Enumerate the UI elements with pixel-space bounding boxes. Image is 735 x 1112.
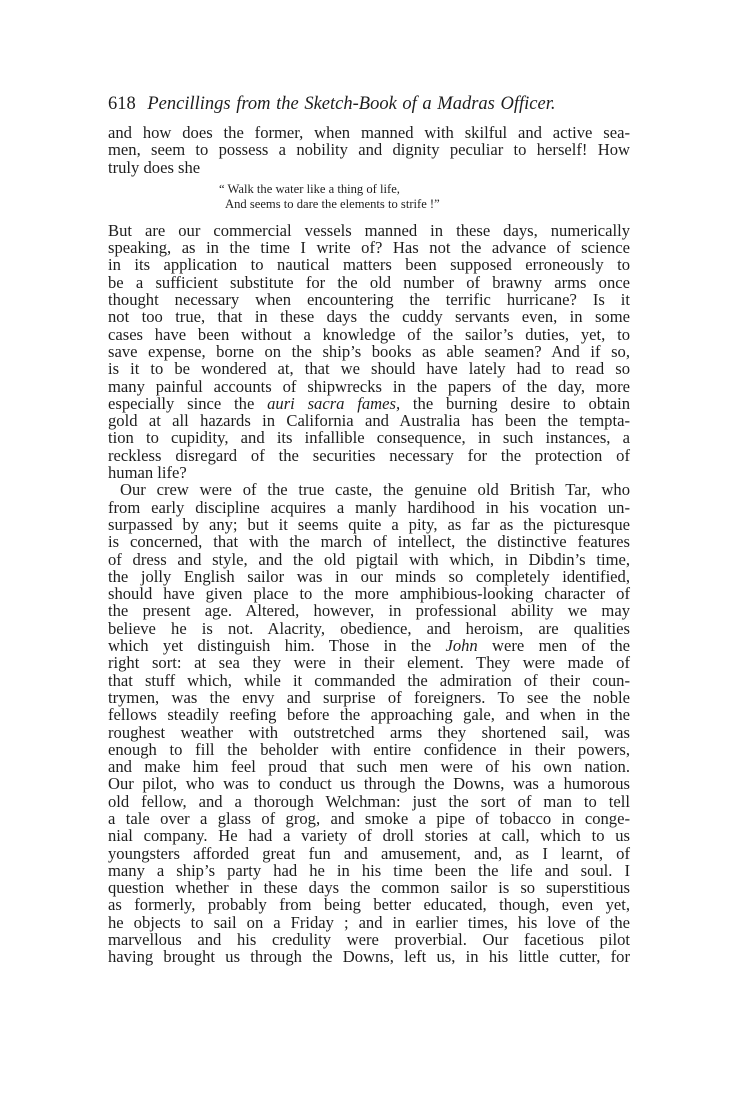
text-line: gold at all hazards in California and Australia has been the tempta- <box>108 411 630 431</box>
text-line: Our pilot, who was to conduct us through the Downs, was a humorous <box>108 774 630 794</box>
italic-phrase: auri sacra fames, <box>267 393 401 413</box>
text-fragment: which yet distinguish him. Those in the <box>108 636 446 656</box>
text-line: many a ship’s party had he in his time been the life and soul. I <box>108 860 630 880</box>
text-line: tion to cupidity, and its infallible consequence, in such instances, a <box>108 428 630 448</box>
text-line: thought necessary when encountering the terrific hurricane? Is it <box>108 290 630 310</box>
text-line <box>108 637 630 654</box>
text-line: as formerly, probably from being better educated, though, even yet, <box>108 895 630 915</box>
text-line: question whether in these days the common sailor is so superstitious <box>108 878 630 898</box>
text-line: and make him feel proud that such men were of his own nation. <box>108 757 630 777</box>
italic-phrase: John <box>445 636 478 656</box>
text-line: cases have been without a knowledge of the sailor’s duties, yet, to <box>108 324 630 344</box>
text-line: believe he is not. Alacrity, obedience, and heroism, are qualities <box>108 618 630 638</box>
text-line: human life? <box>108 463 187 483</box>
verse-line: “ Walk the water like a thing of life, <box>219 181 400 196</box>
text-line: save expense, borne on the ship’s books as able seamen? And if so, <box>108 341 630 361</box>
text-line <box>108 395 630 412</box>
text-line: and how does the former, when manned with skilful and active sea- <box>108 123 630 142</box>
text-line: roughest weather with outstretched arms they shortened sail, was <box>108 722 630 742</box>
text-fragment: especially since the <box>108 393 268 413</box>
text-line: Our crew were of the true caste, the genuine old British Tar, who <box>120 480 630 500</box>
text-line: nial company. He had a variety of droll stories at call, which to us <box>108 826 630 846</box>
text-line: that stuff which, while it commanded the admiration of their coun- <box>108 670 630 690</box>
paragraph-commercial-vessels <box>108 222 630 481</box>
verse-line: And seems to dare the elements to strife !” <box>225 197 440 212</box>
text-line: the present age. Altered, however, in professional ability we may <box>108 601 630 621</box>
text-line: is it to be wondered at, that we should have lately had to read so <box>108 359 630 379</box>
text-line: old fellow, and a thorough Welchman: just the sort of man to tell <box>108 791 630 811</box>
verse-quotation <box>108 182 630 213</box>
running-title: Pencillings from the Sketch-Book of a Madras Officer. <box>147 94 556 114</box>
text-fragment: the burning desire to obtain <box>400 393 630 413</box>
text-line: of dress and style, and the old pigtail with which, in Dibdin’s time, <box>108 549 630 569</box>
text-line: enough to fill the beholder with entire confidence in their powers, <box>108 739 630 759</box>
text-line: reckless disregard of the securities necessary for the protection of <box>108 445 630 465</box>
text-line: should have given place to the more amphibious-looking character of <box>108 584 630 604</box>
text-line: trymen, was the envy and surprise of foreigners. To see the noble <box>108 687 630 707</box>
book-page <box>108 92 630 966</box>
text-line: many painful accounts of shipwrecks in the papers of the day, more <box>108 376 630 396</box>
text-line: the jolly English sailor was in our minds so completely identified, <box>108 566 630 586</box>
text-line: right sort: at sea they were in their element. They were made of <box>108 653 630 673</box>
text-line: be a sufficient substitute for the old number of brawny arms once <box>108 272 630 292</box>
paragraph-crew <box>108 481 630 965</box>
text-line: having brought us through the Downs, left us, in his little cutter, for <box>108 947 630 967</box>
text-line: truly does she <box>108 157 201 177</box>
text-line: is concerned, that with the march of intellect, the distinctive features <box>108 532 630 552</box>
page-number: 618 <box>108 94 136 114</box>
text-line: speaking, as in the time I write of? Has not the advance of science <box>108 238 630 258</box>
text-line: he objects to sail on a Friday ; and in earlier times, his love of the <box>108 912 630 932</box>
text-line: But are our commercial vessels manned in these days, numerically <box>108 220 630 240</box>
paragraph-continuation <box>108 124 630 176</box>
text-line: men, seem to possess a nobility and dignity peculiar to herself! How <box>108 140 630 160</box>
text-line: youngsters afforded great fun and amusement, and, as I learnt, of <box>108 843 630 863</box>
text-line: in its application to nautical matters been supposed erroneously to <box>108 255 630 275</box>
text-line: fellows steadily reefing before the approaching gale, and when in the <box>108 705 630 725</box>
text-line: marvellous and his credulity were proverbial. Our facetious pilot <box>108 930 630 950</box>
text-line: a tale over a glass of grog, and smoke a pipe of tobacco in conge- <box>108 808 630 828</box>
text-line: from early discipline acquires a manly hardihood in his vocation un- <box>108 497 630 517</box>
page-header <box>108 92 630 118</box>
text-fragment: were men of the <box>477 636 630 656</box>
text-line: not too true, that in these days the cuddy servants even, in some <box>108 307 630 327</box>
text-line: surpassed by any; but it seems quite a pity, as far as the picturesque <box>108 514 630 534</box>
